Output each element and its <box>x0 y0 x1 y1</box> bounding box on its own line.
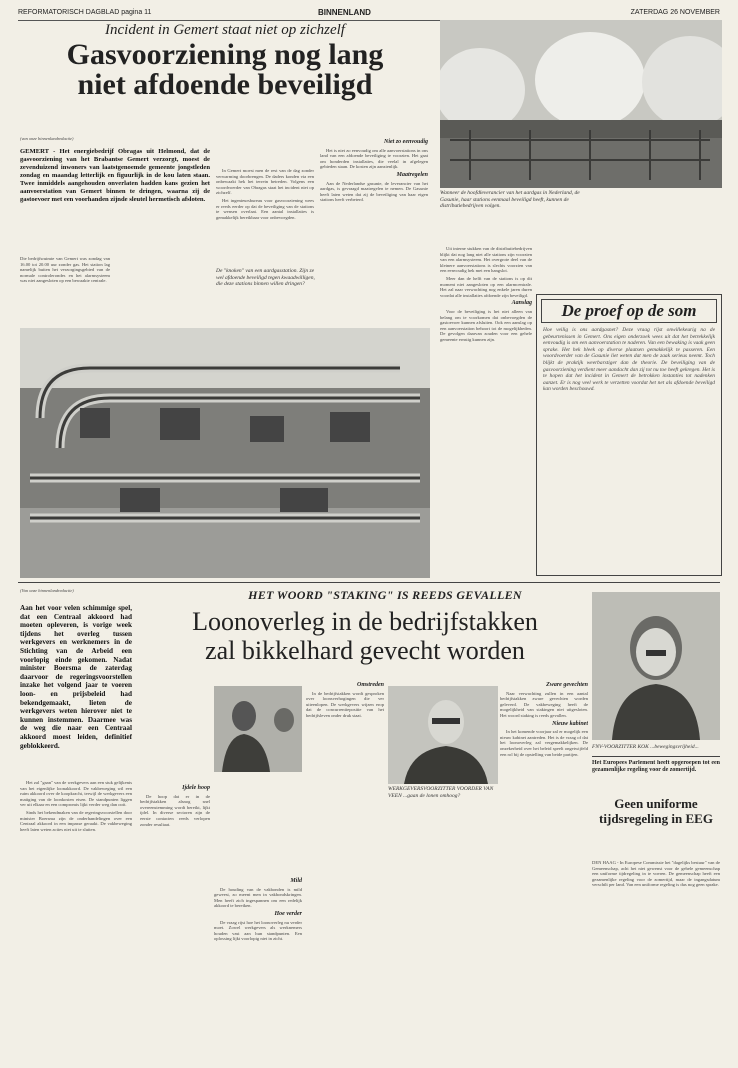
story2-column-5 <box>500 680 588 1046</box>
story2-body-a: Het zal "gaan" van de werkgevers aan een stuk gelijkenis van het eigenlijke loonakkoord. De vakbeweging wil een ruim akkoord over de koopkracht, terwijl de werkgevers een matiging van de loonkosten eisen. De standpunten liggen ver uit elkaar en een compromis lijkt verder weg dan ooit. <box>20 780 132 808</box>
werkgevers-photo-caption: WERKGEVERSVOORZITTER VOORDER VAN VEEN ...gaan de lonen omhoog? <box>388 786 494 799</box>
story1-subhead-1: Niet zo eenvoudig <box>384 139 428 145</box>
story1-subhead-2: Maatregelen <box>396 171 428 178</box>
meeting-photo <box>214 686 302 772</box>
story1-column-4 <box>440 246 532 576</box>
story1-column-3 <box>320 137 428 305</box>
story1-body-d: Het is niet zo eenvoudig om alle aanvoerstations in ons land van een afdoende beveiliging te voorzien. Het gaat om honderden installaties, die veelal in afgelegen gebieden staan. De kosten zijn aanzienlijk. <box>320 147 428 170</box>
story2-column-1 <box>20 780 132 1052</box>
story2-headline-line2: zal bikkelhard gevecht worden <box>205 635 525 665</box>
story2-body-h: In het komende voorjaar zal er mogelijk een nieuw kabinet aantreden. Het is de vraag of dat het loonoverleg zal vergemakkelijken. De onzekerheid over het beleid speelt ongetwijfeld een rol bij de opstelling van beide partijen. <box>500 729 588 757</box>
story1-body-a: Die bedrijfsruimte van Gemert was zondag van 16.00 tot 20.00 uur zonder gas. Het station lag namelijk buiten het verzorgingsgebied van de normale controlerondes en het alarmsysteem was niet aangesloten op een bewaakte centrale. <box>20 256 110 284</box>
proef-body: Hoe veilig is ons aardgasnet? Deze vraag rijst onwillekeurig na de gebeurtenissen in Gemert. Ons eigen onderzoek wees uit dat het betrekkelijk eenvoudig is om een aanvoerstation te naderen. Van een bewaking is vaak geen sprake. Het hek bleek op diverse plaatsen gemakkelijk te passeren. Een woordvoerder van de Gasunie liet weten dat men de zaak serieus neemt. Toch blijkt de praktijk weerbarstiger dan de theorie. De beveiliging van de gasvoorziening verdient meer aandacht dan zij tot nu toe heeft gekregen. Het is te hopen dat het incident in Gemert de betrokken instanties tot nadenken aanzet. Er is nog veel werk te verzetten voordat het net als afdoende beveiligd kan worden beschouwd. <box>543 327 715 393</box>
story2-headline <box>140 608 590 665</box>
gas-station-photo <box>440 20 722 188</box>
pipes-photo <box>20 328 430 578</box>
story1-body-g: Meer dan de helft van de stations is op dit moment niet aangesloten op een alarmcentrale. Het zal naar verwachting nog enkele jaren duren voordat alle installaties afdoende zijn beveiligd. <box>440 275 532 298</box>
story1-body-e: Aan de Nederlandse gasunie, de leverancier van het aardgas, is gevraagd maatregelen te nemen. De Gasunie heeft laten weten dat zij de beveiliging van haar eigen stations heeft verbeterd. <box>320 180 428 203</box>
story2-subhead-5: Zware gevechten <box>546 682 588 688</box>
proef-box <box>536 294 722 576</box>
story2-column-4 <box>306 680 384 1046</box>
page-header-right: ZATERDAG 26 NOVEMBER <box>630 9 720 16</box>
story2-headline-line1: Loonoverleg in de bedrijfstakken <box>192 607 538 636</box>
meeting-illustration <box>214 686 302 772</box>
story1-kicker: Incident in Gemert staat niet op zichzelf <box>105 22 345 38</box>
story2-kicker: HET WOORD "STAKING" IS REEDS GEVALLEN <box>248 588 522 602</box>
story1-source: (van onze binnenlandredactie) <box>20 136 74 141</box>
side-body: DEN HAAG - In Europese Commissie het "dagelijks bestuur" van de Gemeenschap, acht het niet gewenst voor de gehele gemeenschap een uniforme tijdregeling in te voeren. De gemeenschap heeft een gezamenlijke regeling voor de zomertijd, maar de ingangsdatum verschilt per land. Van een uniforme regeling is dus nog geen sprake. <box>592 860 720 888</box>
story2-subhead-2: Mild <box>290 878 302 884</box>
story2-body-g: Naar verwachting zullen in een aantal bedrijfstakken zware gevechten worden geleverd. De vakbeweging heeft de mogelijkheid van stakingen niet uitgesloten. Het woord staking is reeds gevallen. <box>500 690 588 718</box>
story1-body-h: Voor de beveiliging is het niet alleen van belang om te voorkomen dat onbevoegden de gastoevoer kunnen afsluiten. Ook een aanslag op een aanvoerstation behoort tot de mogelijkheden. De gevolgen daarvan zouden voor een gehele gemeente ernstig kunnen zijn. <box>440 308 532 342</box>
story1-body-c-para: Het ingenieursbureau voor gasvoorziening wees er reeds eerder op dat de beveiliging van de stations te wensen overlaat. Een aantal installaties is gemakkelijk bereikbaar voor onbevoegden. <box>216 197 314 220</box>
story2-source: (Van onze binnenlandredactie) <box>20 588 74 593</box>
fnv-portrait-caption: FNV-VOORZITTER KOK ...bewegingsvrijheid... <box>592 744 699 750</box>
pipes-photo-small-caption: De "knoken" van een aardgasstation. Zijn ze wel afdoende beveiligd tegen kwaadwilligen, die deze stations binnen willen dringen? <box>216 268 315 287</box>
fnv-portrait-photo <box>592 592 720 740</box>
story2-subhead-3: Hoe verder <box>274 910 302 917</box>
section-name: BINNENLAND <box>318 8 371 17</box>
story2-column-2 <box>140 686 210 1046</box>
story1-headline-line2: niet afdoende beveiligd <box>77 68 373 101</box>
story2-lead: Aan het voor velen schimmige spel, dat een Centraal akkoord had moeten opleveren, is vorige week tijdens het overleg tussen werkgevers en werknemers in de Stichting van de Arbeid een voorlopig einde gekomen. Nadat minister Boersma de zaterdag daarvoor de regeringsvoorstellen inzake het volgend jaar te voeren loon- en prijsbeleid had bekendgemaakt, lieten de werkgevers weten hierover niet te kunnen instemmen. Daarmee was de weg die naar een Centraal akkoord moest leiden, definitief geblokkeerd. <box>20 604 132 750</box>
story2-body-d: De houding van de vakbonden is mild geweest, zo meent men in vakbondskringen. Men heeft zich ingespannen om een redelijk akkoord te bereiken. <box>214 886 302 909</box>
side-headline: Geen uniforme tijdsregeling in EEG <box>599 796 713 826</box>
story1-headline <box>20 40 430 100</box>
story2-subhead-6: Nieuw kabinet <box>552 720 588 727</box>
pipes-illustration <box>20 328 430 578</box>
story2-body-f: In de bedrijfstakken wordt gesproken over loonsverhogingen die ver uiteenlopen. De werkgevers wijzen erop dat de concurrentiepositie van het bedrijfsleven onder druk staat. <box>306 690 384 718</box>
story2-subhead-4: Omstreden <box>357 682 384 688</box>
story1-headline-line1: Gasvoorziening nog lang <box>66 38 384 71</box>
werkgevers-photo <box>388 686 498 784</box>
story1-body-b-para: In Gemert moest men de rest van de dag zonder verwarming doorbrengen. De daders konden via een onbewaakt hek het terrein betreden. Volgens een woordvoerder van Obragas staat het incident niet op zichzelf. <box>216 168 314 196</box>
proef-title: De proef op de som <box>541 299 717 323</box>
portrait-illustration <box>592 592 720 740</box>
story2-column-3 <box>214 876 302 1046</box>
story2-body-c: De hoop dat er in de bedrijfstakken alsnog snel overeenstemming wordt bereikt, lijkt ijdel. In diverse sectoren zijn de eerste contacten reeds verlopen zonder resultaat. <box>140 793 210 827</box>
side-intro: Het Europees Parlement heeft opgeroepen tot een gezamenlijke regeling voor de zomertijd. <box>592 760 720 773</box>
werkgevers-illustration <box>388 686 498 784</box>
story1-lead: GEMERT - Het energiebedrijf Obragas uit Helmond, dat de gasvoorziening van het Brabantse Gemert verzorgt, moest de zevenduizend inwoners van laatstgenoemde gemeente jongstleden zondag en maandag letterlijk en figuurlijk in de kou laten staan. Twee inmiddels aangehouden onverlaten hadden kans gezien het aanvoerstation van Gemert binnen te dringen, waarna zij de gastoevoer met een voorhanden zijnde sleutel hermetisch afsloten. <box>20 148 210 203</box>
page-header <box>18 6 720 21</box>
story2-body-e: De vraag rijst hoe het loonoverleg nu verder moet. Zowel werkgevers als werknemers houden vast aan hun standpunten. Een oplossing lijkt voorlopig niet in zicht. <box>214 919 302 942</box>
gas-station-photo-caption: Wanneer de hoofdleverancier van het aardgas in Nederland, de Gasunie, haar stations eenmaal beveiligd heeft, kunnen de distributiebedrijven volgen. <box>440 190 580 209</box>
section-divider <box>18 582 720 583</box>
page-header-left: REFORMATORISCH DAGBLAD pagina 11 <box>18 9 152 16</box>
story1-subhead-3: Aanslag <box>511 300 532 307</box>
gas-station-illustration <box>440 20 722 188</box>
story2-subhead-1: Ijdele hoop <box>182 785 210 791</box>
story2-body-b: Sinds het bekendmaken van de regeringsvoorstellen door minister Boersma zijn de onderhandelingen over een Centraal akkoord in een impasse geraakt. De vakbeweging heeft laten weten acties niet uit te sluiten. <box>20 809 132 832</box>
story1-body-f: Uit interne stukken van de distributiebedrijven blijkt dat nog lang niet alle stations zijn voorzien van een alarmsysteem. Het overgrote deel van de kleinere aanvoerstations is slechts voorzien van een eenvoudig hek met een hangslot. <box>440 246 532 274</box>
